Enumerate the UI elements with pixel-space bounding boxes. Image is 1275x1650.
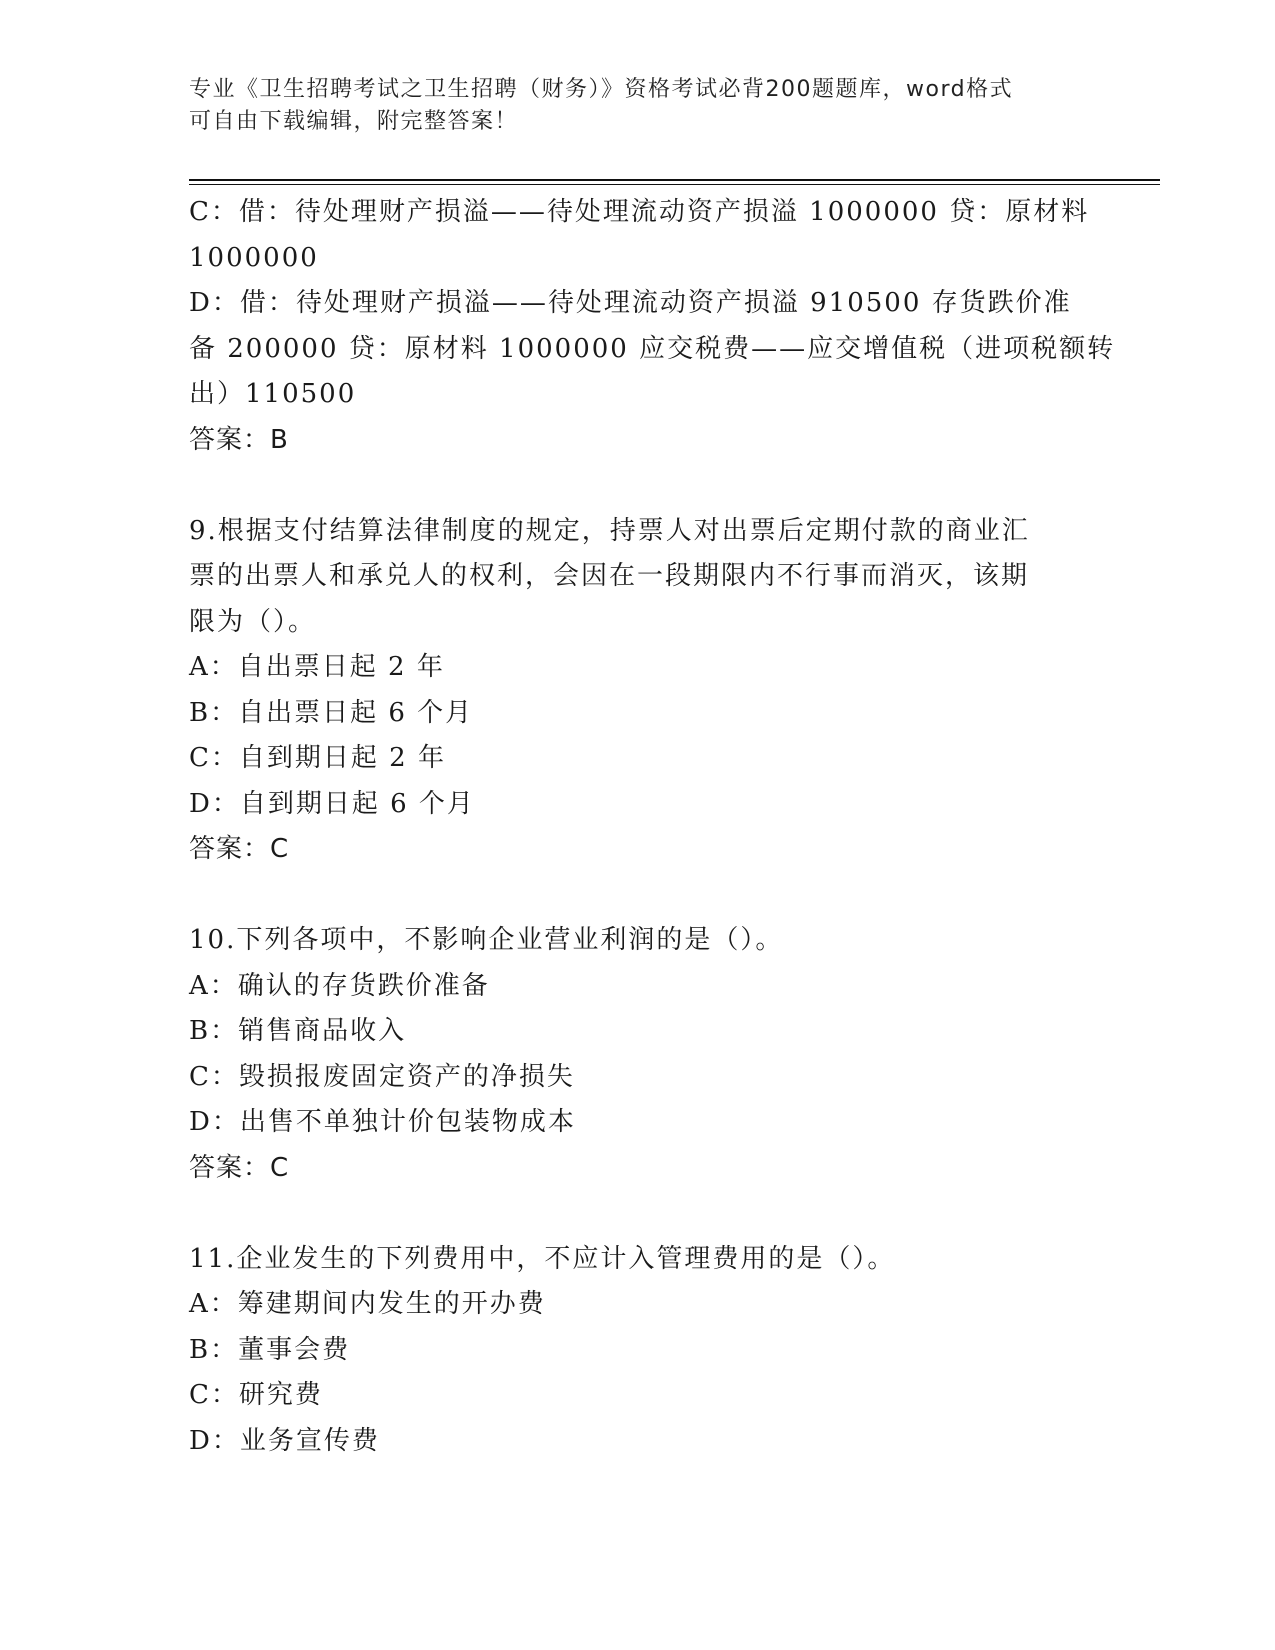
answer-line: 答案：C xyxy=(189,1152,290,1183)
previous-question-tail xyxy=(189,190,1116,463)
answer-line: 答案：B xyxy=(189,424,289,455)
question-list xyxy=(189,190,1116,1464)
question-title: 票的出票人和承兑人的权利，会因在一段期限内不行事而消灭，该期 xyxy=(189,561,1030,591)
document-header xyxy=(189,74,1069,138)
option-a: A：确认的存货跌价准备 xyxy=(189,970,490,1001)
option-b: B：自出票日起 6 个月 xyxy=(189,697,474,728)
question-10 xyxy=(189,918,1089,1191)
header-divider-thin xyxy=(189,184,1160,185)
option-c: C：毁损报废固定资产的净损失 xyxy=(189,1061,575,1092)
question-11 xyxy=(189,1237,1089,1465)
header-title-line-1: 专业《卫生招聘考试之卫生招聘（财务）》资格考试必背200题题库，word格式 xyxy=(189,77,1014,102)
question-title: 11.企业发生的下列费用中，不应计入管理费用的是（）。 xyxy=(189,1243,896,1274)
option-d-line: 出）110500 xyxy=(189,379,357,409)
question-title: 9.根据支付结算法律制度的规定，持票人对出票后定期付款的商业汇 xyxy=(189,515,1030,546)
option-c-line: C：借：待处理财产损溢——待处理流动资产损溢 1000000 贷：原材料 xyxy=(189,197,1090,227)
question-title: 限为（）。 xyxy=(189,606,317,637)
question-9 xyxy=(189,509,1089,873)
answer-line: 答案：C xyxy=(189,834,290,864)
question-title: 10.下列各项中，不影响企业营业利润的是（）。 xyxy=(189,925,784,955)
option-c: C：自到期日起 2 年 xyxy=(189,743,446,773)
option-d: D：业务宣传费 xyxy=(189,1425,380,1456)
spacer xyxy=(189,873,1089,919)
option-d-line: D：借：待处理财产损溢——待处理流动资产损溢 910500 存货跌价准 xyxy=(189,288,1072,318)
option-b: B：销售商品收入 xyxy=(189,1016,407,1046)
option-d: D：自到期日起 6 个月 xyxy=(189,788,475,819)
option-c-line: 1000000 xyxy=(189,242,319,273)
spacer xyxy=(189,1191,1089,1237)
header-divider-thick xyxy=(189,179,1160,181)
option-d-line: 备 200000 贷：原材料 1000000 应交税费——应交增值税（进项税额转 xyxy=(189,333,1116,364)
option-b: B：董事会费 xyxy=(189,1334,351,1365)
header-title-line-2: 可自由下载编辑，附完整答案！ xyxy=(189,109,519,134)
option-c: C：研究费 xyxy=(189,1380,323,1410)
spacer xyxy=(189,463,1089,509)
option-a: A：自出票日起 2 年 xyxy=(189,652,445,682)
option-a: A：筹建期间内发生的开办费 xyxy=(189,1289,546,1319)
option-d: D：出售不单独计价包装物成本 xyxy=(189,1107,576,1137)
